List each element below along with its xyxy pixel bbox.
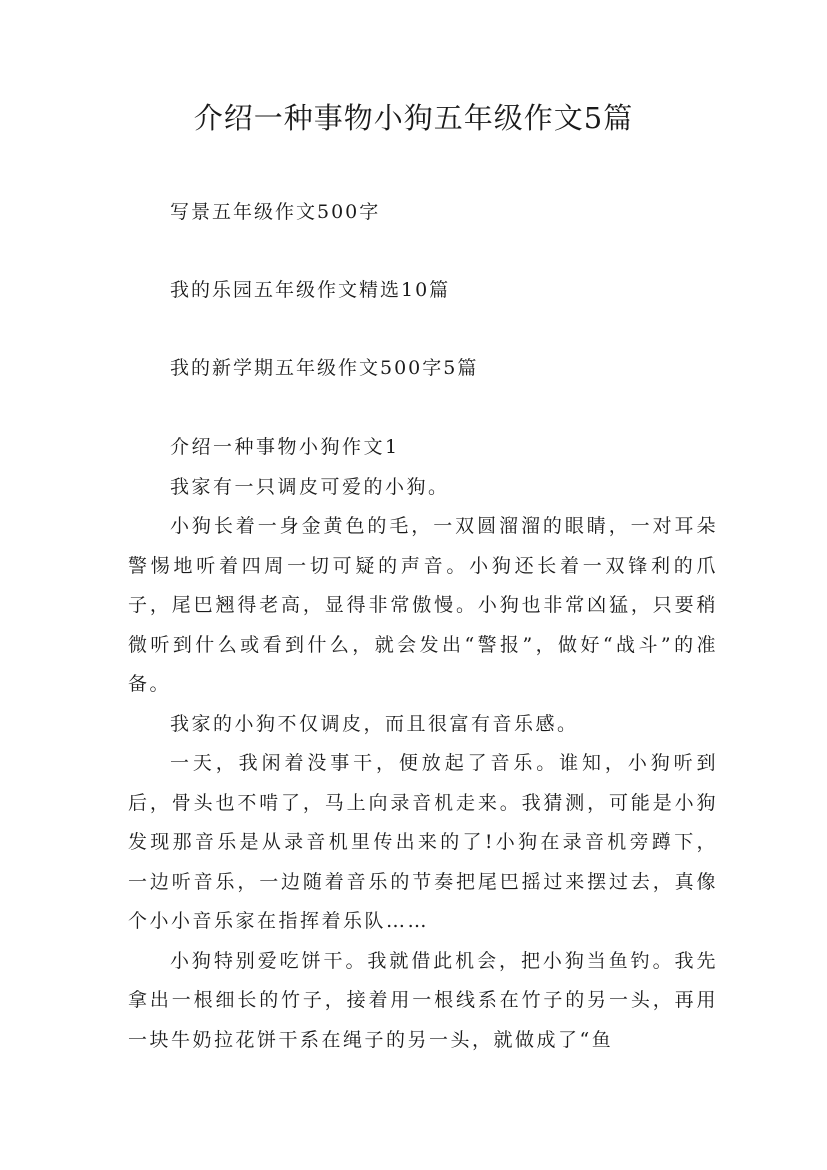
- article-body: [128, 428, 718, 1060]
- paragraph: 小狗特别爱吃饼干。我就借此机会，把小狗当鱼钓。我先拿出一根细长的竹子，接着用一根线系在竹子的另一头，再用一块牛奶拉花饼干系在绳子的另一头，就做成了“鱼: [128, 949, 718, 1051]
- paragraph: 小狗长着一身金黄色的毛，一双圆溜溜的眼睛，一对耳朵警惕地听着四周一切可疑的声音。小狗还长着一双锋利的爪子，尾巴翘得老高，显得非常傲慢。小狗也非常凶猛，只要稍微听到什么或看到什么，就会发出“警报”，做好“战斗”的准备。: [128, 515, 718, 695]
- related-link[interactable]: 我的新学期五年级作文500字5篇: [170, 357, 479, 379]
- paragraph: 我家有一只调皮可爱的小狗。: [170, 475, 450, 498]
- paragraph: 一天，我闲着没事干，便放起了音乐。谁知，小狗听到后，骨头也不啃了，马上向录音机走来。我猜测，可能是小狗发现那音乐是从录音机里传出来的了!小狗在录音机旁蹲下，一边听音乐，一边随着音乐的节奏把尾巴摇过来摆过去，真像个小小音乐家在指挥着乐队……: [128, 752, 718, 932]
- related-link[interactable]: 我的乐园五年级作文精选10篇: [170, 279, 451, 301]
- section-heading: 介绍一种事物小狗作文1: [170, 436, 400, 458]
- paragraph: 我家的小狗不仅调皮，而且很富有音乐感。: [170, 712, 579, 735]
- document-title: 介绍一种事物小狗五年级作文5篇: [193, 101, 634, 135]
- related-link[interactable]: 写景五年级作文500字: [170, 201, 381, 223]
